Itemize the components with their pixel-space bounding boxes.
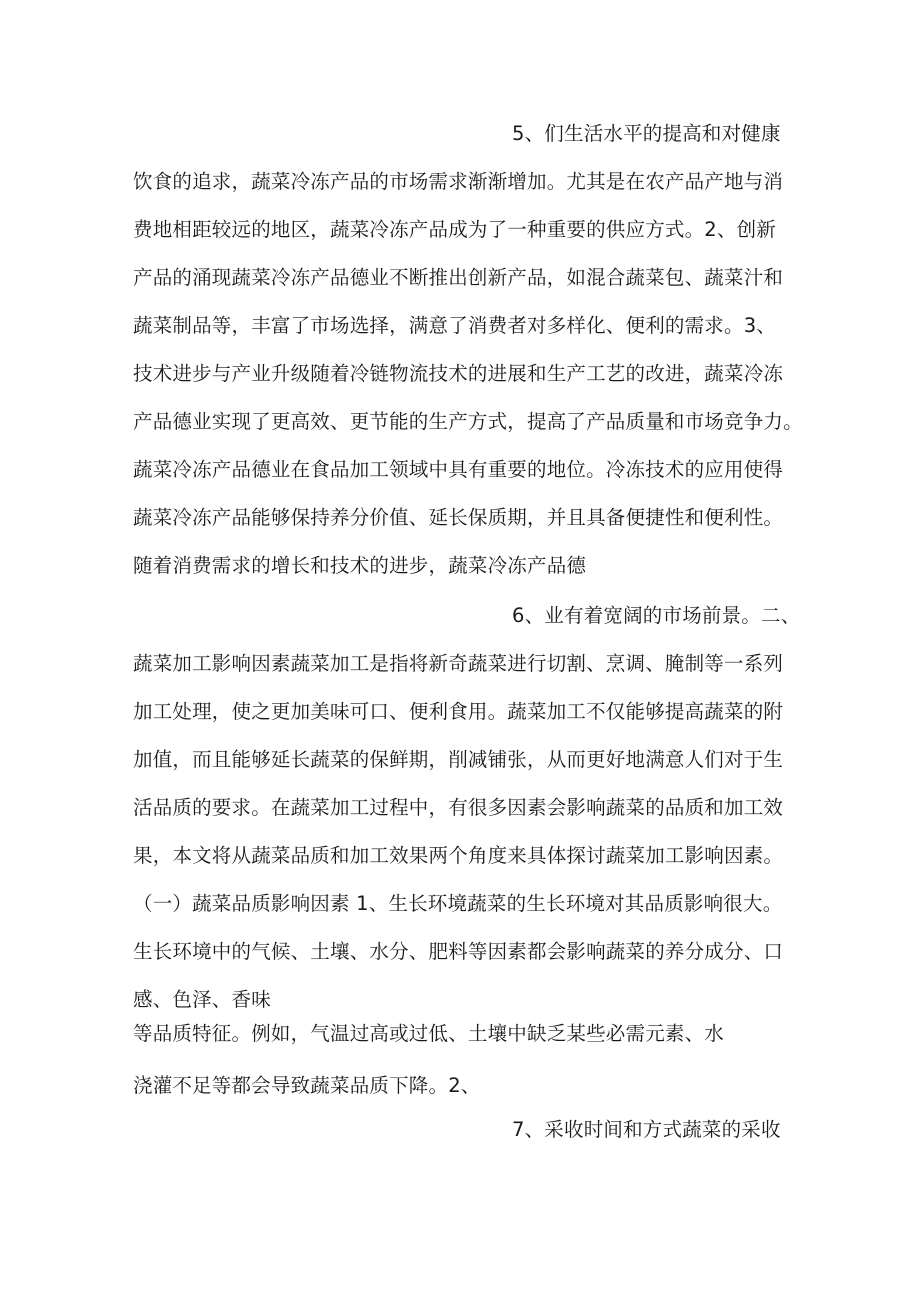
section-heading-6: 6、业有着宽阔的市场前景。二、: [512, 604, 801, 627]
paragraph-line: （一）蔬菜品质影响因素 1、生长环境蔬菜的生长环境对其品质影响很大。: [133, 892, 783, 915]
paragraph-line: 蔬菜冷冻产品能够保持养分价值、延长保质期，并且具备便捷性和便利性。: [133, 506, 784, 529]
paragraph-line: 果，本文将从蔬菜品质和加工效果两个角度来具体探讨蔬菜加工影响因素。: [133, 844, 784, 867]
paragraph-line: 等品质特征。例如，气温过高或过低、土壤中缺乏某些必需元素、水: [133, 1022, 725, 1045]
paragraph-line: 蔬菜冷冻产品德业在食品加工领域中具有重要的地位。冷冻技术的应用使得: [133, 458, 784, 481]
paragraph-line: 感、色泽、香味: [133, 988, 271, 1011]
paragraph-line: 加工处理，使之更加美味可口、便利食用。蔬菜加工不仅能够提高蔬菜的附: [133, 700, 784, 723]
paragraph-line: 加值，而且能够延长蔬菜的保鲜期，削减铺张，从而更好地满意人们对于生: [133, 748, 784, 771]
paragraph-line: 活品质的要求。在蔬菜加工过程中，有很多因素会影响蔬菜的品质和加工效: [133, 796, 784, 819]
paragraph-line: 蔬菜加工影响因素蔬菜加工是指将新奇蔬菜进行切割、烹调、腌制等一系列: [133, 652, 784, 675]
paragraph-line: 技术进步与产业升级随着冷链物流技术的进展和生产工艺的改进，蔬菜冷冻: [133, 362, 784, 385]
section-heading-5: 5、们生活水平的提高和对健康: [512, 122, 781, 145]
paragraph-line: 蔬菜制品等，丰富了市场选择，满意了消费者对多样化、便利的需求。3、: [133, 314, 777, 337]
section-heading-7: 7、采收时间和方式蔬菜的采收: [512, 1118, 781, 1141]
paragraph-line: 产品德业实现了更高效、更节能的生产方式，提高了产品质量和市场竞争力。: [133, 410, 803, 433]
paragraph-line: 费地相距较远的地区，蔬菜冷冻产品成为了一种重要的供应方式。2、创新: [133, 218, 777, 241]
paragraph-line: 产品的涌现蔬菜冷冻产品德业不断推出创新产品，如混合蔬菜包、蔬菜汁和: [133, 266, 784, 289]
paragraph-line: 生长环境中的气候、土壤、水分、肥料等因素都会影响蔬菜的养分成分、口: [133, 940, 784, 963]
paragraph-line: 饮食的追求，蔬菜冷冻产品的市场需求渐渐增加。尤其是在农产品产地与消: [133, 170, 784, 193]
paragraph-line: 随着消费需求的增长和技术的进步，蔬菜冷冻产品德: [133, 554, 587, 577]
paragraph-line: 浇灌不足等都会导致蔬菜品质下降。2、: [133, 1074, 481, 1097]
